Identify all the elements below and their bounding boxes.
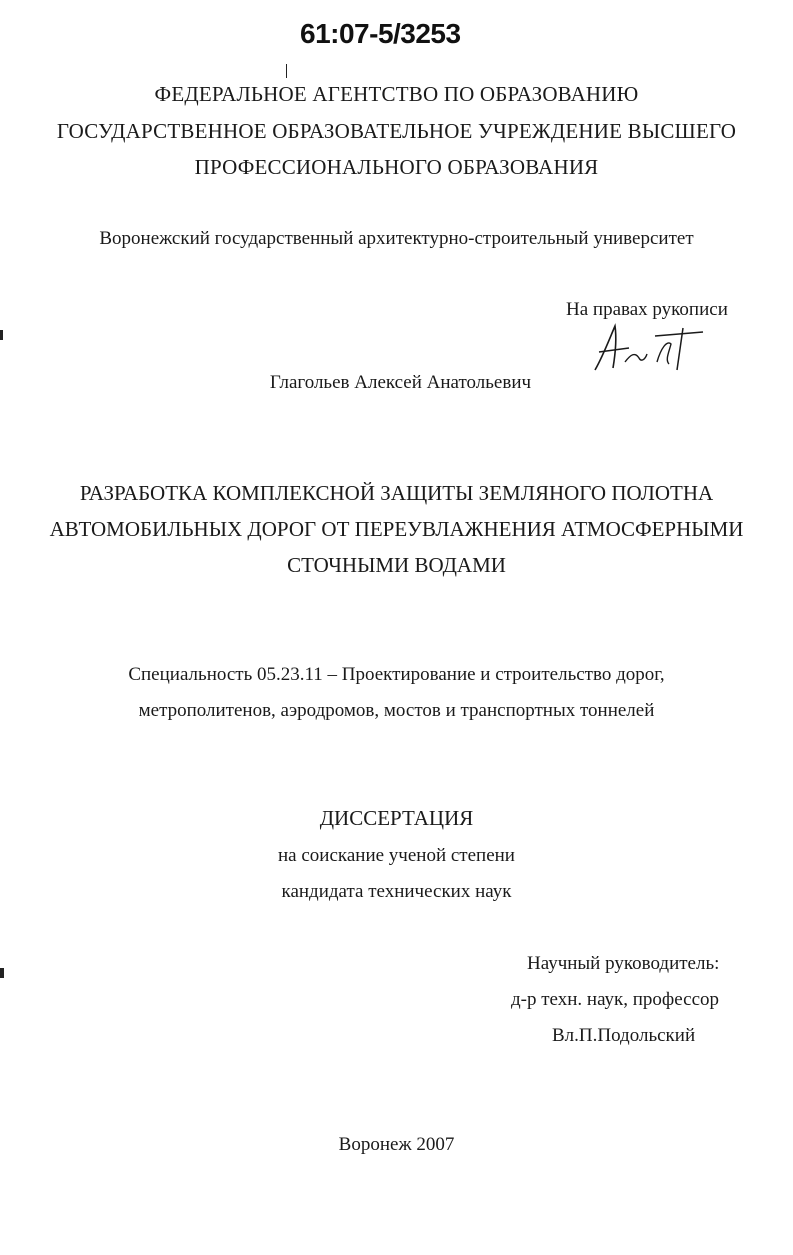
author-name: Глагольев Алексей Анатольевич bbox=[269, 372, 532, 393]
manuscript-rights: На правах рукописи bbox=[566, 299, 728, 320]
degree-line-2: кандидата технических наук bbox=[281, 881, 512, 902]
archive-code: 61:07-5/3253 bbox=[300, 18, 461, 49]
specialty-line-1: Специальность 05.23.11 – Проектирование и строительство дорог, bbox=[128, 664, 665, 685]
supervisor-degree: д-р техн. наук, профессор bbox=[511, 989, 720, 1010]
margin-mark-bottom bbox=[0, 968, 4, 978]
dissertation-heading: ДИССЕРТАЦИЯ bbox=[319, 806, 474, 830]
specialty-line-2: метрополитенов, аэродромов, мостов и транспортных тоннелей bbox=[138, 700, 655, 721]
city-year: Воронеж 2007 bbox=[338, 1134, 455, 1155]
degree-line-1: на соискание ученой степени bbox=[278, 845, 515, 866]
author-signature bbox=[585, 318, 710, 376]
supervisor-name: Вл.П.Подольский bbox=[552, 1025, 696, 1046]
institution-line-2: ПРОФЕССИОНАЛЬНОГО ОБРАЗОВАНИЯ bbox=[194, 155, 599, 179]
title-line-1: РАЗРАБОТКА КОМПЛЕКСНОЙ ЗАЩИТЫ ЗЕМЛЯНОГО ПОЛОТНА bbox=[79, 481, 714, 505]
title-line-2: АВТОМОБИЛЬНЫХ ДОРОГ ОТ ПЕРЕУВЛАЖНЕНИЯ АТМОСФЕРНЫМИ bbox=[49, 517, 744, 541]
institution-line-1: ГОСУДАРСТВЕННОЕ ОБРАЗОВАТЕЛЬНОЕ УЧРЕЖДЕНИЕ ВЫСШЕГО bbox=[56, 119, 737, 143]
title-line-3: СТОЧНЫМИ ВОДАМИ bbox=[287, 553, 506, 577]
supervisor-label: Научный руководитель: bbox=[527, 953, 720, 974]
scan-mark bbox=[286, 64, 287, 78]
margin-mark-top bbox=[0, 330, 3, 340]
agency-name: ФЕДЕРАЛЬНОЕ АГЕНТСТВО ПО ОБРАЗОВАНИЮ bbox=[154, 82, 639, 106]
university-name: Воронежский государственный архитектурно-строительный университет bbox=[99, 228, 694, 249]
